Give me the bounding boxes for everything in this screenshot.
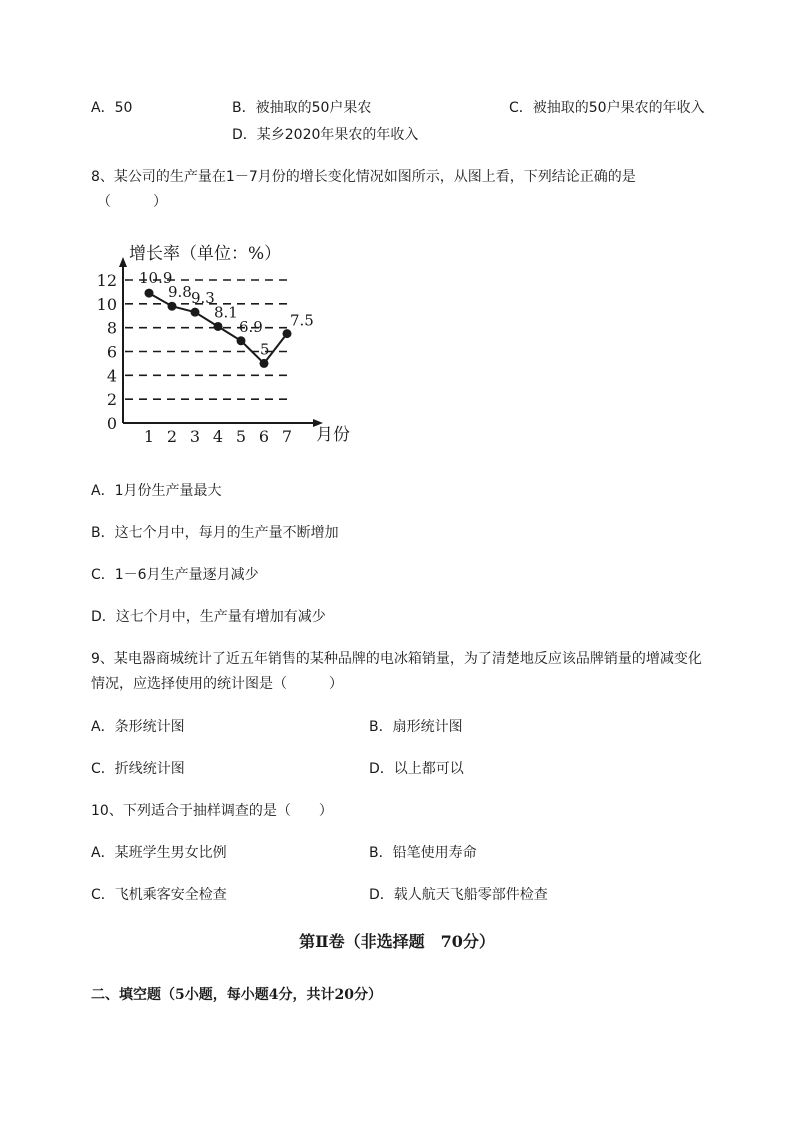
y-tick-label: 4: [106, 366, 117, 386]
y-tick-label: 10: [96, 294, 117, 314]
y-axis-arrow: [119, 257, 127, 267]
q9-stem-line2: 情况，应选择使用的统计图是（ ）: [91, 676, 343, 692]
data-label: 9.8: [168, 283, 192, 302]
data-label: 9.3: [191, 289, 215, 308]
q10-stem: 10、下列适合于抽样调查的是（ ）: [91, 803, 333, 819]
q9-option-b: B．扇形统计图: [369, 719, 463, 735]
q9-option-c: C．折线统计图: [91, 761, 185, 777]
x-tick-label: 1: [143, 427, 155, 446]
y-tick-label: 6: [106, 342, 117, 362]
x-tick-label: 3: [189, 427, 201, 446]
data-point: [145, 289, 154, 298]
data-point: [237, 336, 246, 345]
data-label: 7.5: [290, 311, 314, 330]
q9-option-d: D．以上都可以: [369, 761, 464, 777]
chart-title: 增长率（单位：%）: [129, 244, 282, 264]
x-tick-label: 6: [258, 427, 270, 446]
q10-option-b: B．铅笔使用寿命: [369, 845, 477, 861]
q9-option-a: A．条形统计图: [91, 719, 185, 735]
x-tick-label: 7: [281, 427, 293, 446]
x-tick-label: 2: [166, 427, 178, 446]
data-point: [214, 322, 223, 331]
q10-option-c: C．飞机乘客安全检查: [91, 887, 227, 903]
q8-option-b: B．这七个月中，每月的生产量不断增加: [91, 525, 339, 541]
data-point: [260, 359, 269, 368]
data-label: 6.9: [239, 317, 263, 336]
q8-stem: 8、某公司的生产量在1－7月份的增长变化情况如图所示，从图上看，下列结论正确的是: [91, 169, 636, 185]
q7-option-b: B．被抽取的50户果农: [232, 100, 372, 116]
q8-option-a: A．1月份生产量最大: [91, 483, 222, 499]
y-tick-label: 8: [106, 318, 117, 338]
data-label: 10.9: [139, 269, 173, 288]
q8-growth-chart: [95, 235, 365, 450]
q7-option-c: C．被抽取的50户果农的年收入: [509, 100, 705, 116]
data-label: 8.1: [214, 303, 238, 322]
q7-option-d: D．某乡2020年果农的年收入: [232, 127, 419, 143]
y-tick-label: 12: [96, 271, 117, 290]
x-tick-label: 4: [212, 427, 224, 446]
x-axis-label: 月份: [316, 425, 350, 445]
q10-option-d: D．载人航天飞船零部件检查: [369, 887, 548, 903]
data-point: [168, 302, 177, 311]
x-tick-label: 5: [235, 427, 247, 446]
y-tick-label: 2: [106, 390, 117, 410]
q9-stem-line1: 9、某电器商城统计了近五年销售的某种品牌的电冰箱销量，为了清楚地反应该品牌销量的增减变化: [91, 651, 702, 667]
q8-answer-blank: （ ）: [97, 194, 167, 210]
data-label: 5: [260, 340, 270, 359]
q7-option-a: A．50: [91, 100, 133, 116]
q8-option-d: D．这七个月中，生产量有增加有减少: [91, 609, 326, 625]
q8-option-c: C．1－6月生产量逐月减少: [91, 567, 259, 583]
part2-title: 第Ⅱ卷（非选择题 70分）: [299, 932, 495, 951]
q10-option-a: A．某班学生男女比例: [91, 845, 227, 861]
data-point: [191, 308, 200, 317]
data-point: [283, 329, 292, 338]
y-tick-label: 0: [106, 414, 117, 433]
fill-in-section-heading: 二、填空题（5小题，每小题4分，共计20分）: [91, 987, 382, 1003]
